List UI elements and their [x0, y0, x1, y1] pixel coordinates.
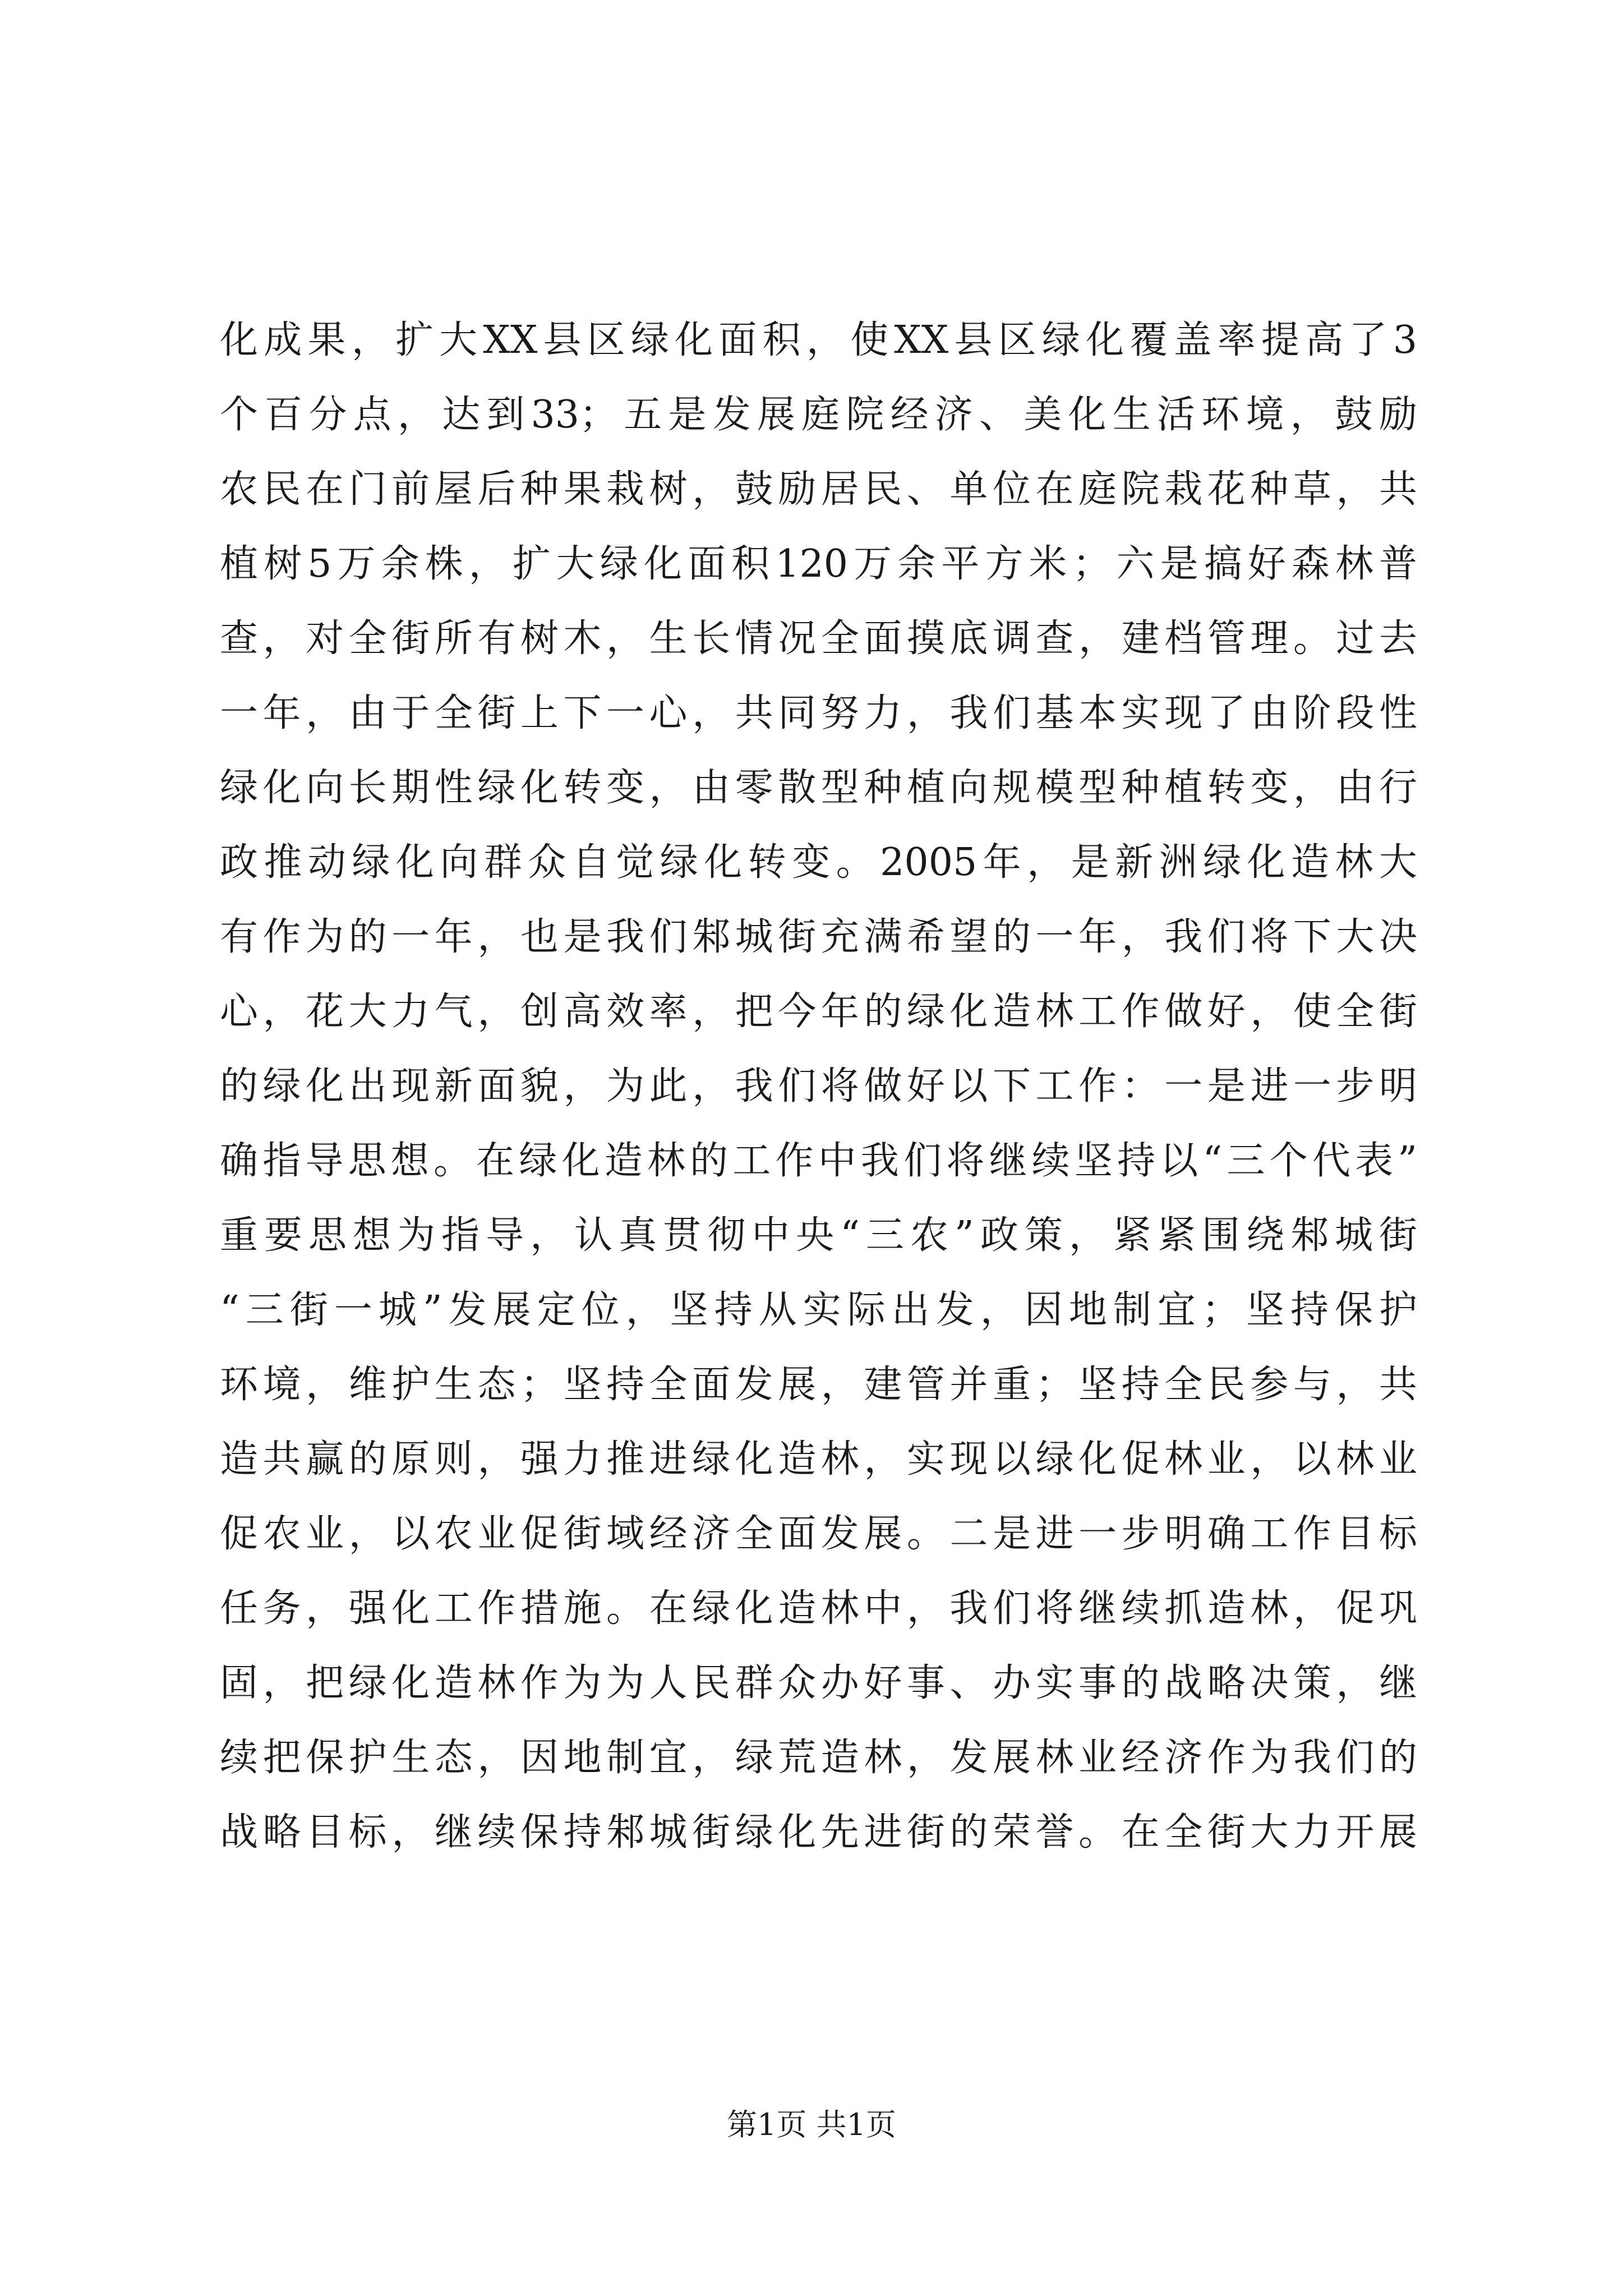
text-line: 化成果，扩大XX县区绿化面积，使XX县区绿化覆盖率提高了3: [220, 318, 1417, 362]
text-line: 有作为的一年，也是我们邾城街充满希望的一年，我们将下大决: [220, 915, 1417, 959]
text-line: 战略目标，继续保持邾城街绿化先进街的荣誉。在全街大力开展: [220, 1810, 1417, 1855]
text-line: “三街一城”发展定位，坚持从实际出发，因地制宜；坚持保护: [220, 1288, 1417, 1332]
text-line: 重要思想为指导，认真贯彻中央“三农”政策，紧紧围绕邾城街: [220, 1213, 1417, 1258]
text-line: 心，花大力气，创高效率，把今年的绿化造林工作做好，使全街: [220, 990, 1417, 1034]
text-line: 绿化向长期性绿化转变，由零散型种植向规模型种植转变，由行: [220, 766, 1417, 810]
text-line: 任务，强化工作措施。在绿化造林中，我们将继续抓造林，促巩: [220, 1586, 1417, 1631]
text-line: 环境，维护生态；坚持全面发展，建管并重；坚持全民参与，共: [220, 1363, 1417, 1407]
text-line: 固，把绿化造林作为为人民群众办好事、办实事的战略决策，继: [220, 1661, 1417, 1705]
page-number-label: 第1页 共1页: [727, 2107, 896, 2142]
body-text: [220, 303, 1417, 1963]
text-line: 的绿化出现新面貌，为此，我们将做好以下工作：一是进一步明: [220, 1064, 1417, 1108]
text-line: 植树5万余株，扩大绿化面积120万余平方米；六是搞好森林普: [220, 542, 1417, 586]
text-line: 促农业，以农业促街域经济全面发展。二是进一步明确工作目标: [220, 1512, 1417, 1556]
text-line: 造共赢的原则，强力推进绿化造林，实现以绿化促林业，以林业: [220, 1437, 1417, 1481]
page-footer: [0, 2102, 1623, 2147]
text-line: 查，对全街所有树木，生长情况全面摸底调查，建档管理。过去: [220, 616, 1417, 661]
text-line: 农民在门前屋后种果栽树，鼓励居民、单位在庭院栽花种草，共: [220, 467, 1417, 512]
text-line: 政推动绿化向群众自觉绿化转变。2005年，是新洲绿化造林大: [220, 840, 1417, 885]
text-line: 一年，由于全街上下一心，共同努力，我们基本实现了由阶段性: [220, 691, 1417, 735]
text-line: 个百分点，达到33；五是发展庭院经济、美化生活环境，鼓励: [220, 393, 1417, 437]
text-line: 确指导思想。在绿化造林的工作中我们将继续坚持以“三个代表”: [220, 1139, 1417, 1183]
text-line: 续把保护生态，因地制宜，绿荒造林，发展林业经济作为我们的: [220, 1736, 1417, 1780]
